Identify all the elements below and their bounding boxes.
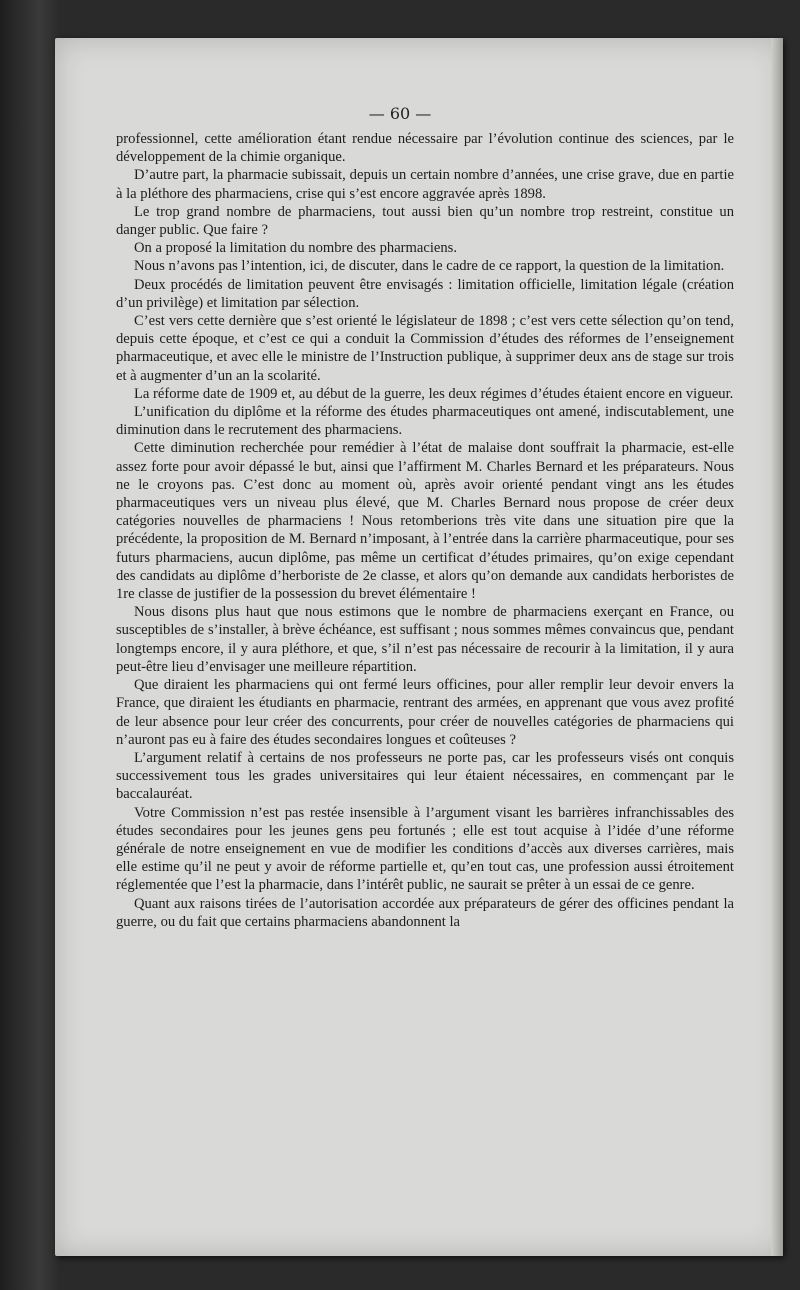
paragraph: L’argument relatif à certains de nos professeurs ne porte pas, car les professeurs visés ont conquis successivement tous les grades universitaires qui leur étaient nécessaires, en commençant par le baccalauréat. [116,749,734,803]
paragraph: Nous disons plus haut que nous estimons que le nombre de pharmaciens exerçant en France, ou susceptibles de s’installer, à brève échéance, est suffisant ; nous sommes mêmes convaincus que, pendant longtemps encore, il y aura pléthore, et que, s’il n’est pas nécessaire de recourir à la limitation, il y aura peut-être lieu d’envisager une meilleure répartition. [116,604,734,675]
paragraph: On a proposé la limitation du nombre des pharmaciens. [134,240,458,257]
paragraph: C’est vers cette dernière que s’est orienté le législateur de 1898 ; c’est vers cette sélection qu’on tend, depuis cette époque, et c’est ce qui a conduit la Commission d’études des réformes de l’enseignement pharmaceutique, et avec elle le ministre de l’Instruction publique, à supprimer deux ans de stage sur trois et à augmenter d’un an la scolarité. [116,313,734,384]
paragraph: Quant aux raisons tirées de l’autorisation accordée aux préparateurs de gérer des officines pendant la guerre, ou du fait que certains pharmaciens abandonnent la [116,895,734,930]
paragraph: Cette diminution recherchée pour remédier à l’état de malaise dont souffrait la pharmacie, est-elle assez forte pour avoir dépassé le but, ainsi que l’affirment M. Charles Bernard et les préparateurs. Nous ne le croyons pas. C’est donc au moment où, après avoir orienté pendant vingt ans les études pharmaceutiques vers un niveau plus élevé, que M. Charles Bernard nous propose de créer deux catégories nouvelles de pharmaciens ! Nous retomberions très vite dans une situation pire que la précédente, la proposition de M. Bernard n’imposant, à l’entrée dans la carrière pharmaceutique, pour ses futurs pharmaciens, aucun diplôme, pas même un certificat d’études primaires, qu’on exige cependant des candidats au diplôme d’herboriste de 2e classe, et alors qu’on demande aux candidats herboristes de 1re classe de justifier de la possession du brevet élémentaire ! [116,440,734,603]
paragraph: La réforme date de 1909 et, au début de la guerre, les deux régimes d’études étaient encore en vigueur. [134,385,734,402]
paragraph: Deux procédés de limitation peuvent être envisagés : limitation officielle, limitation légale (création d’un privilège) et limitation par sélection. [116,276,734,311]
body-text [116,130,734,931]
paragraph: Votre Commission n’est pas restée insensible à l’argument visant les barrières infranchissables des études secondaires pour les jeunes gens peu fortunés ; elle est tout acquise à l’idée d’une réforme générale de notre enseignement en vue de modifier les conditions d’accès aux diverses carrières, mais elle estime qu’il ne peut y avoir de réforme partielle et, qu’en tout cas, une profession aussi étroitement réglementée que l’est la pharmacie, dans l’intérêt public, ne saurait se prêter à un essai de ce genre. [116,804,734,894]
paragraph: Le trop grand nombre de pharmaciens, tout aussi bien qu’un nombre trop restreint, constitue un danger public. Que faire ? [116,203,734,239]
paragraph: L’unification du diplôme et la réforme des études pharmaceutiques ont amené, indiscutablement, une diminution dans le recrutement des pharmaciens. [116,404,734,439]
page-number: — 60 — [368,104,432,123]
paragraph: Nous n’avons pas l’intention, ici, de discuter, dans le cadre de ce rapport, la question de la limitation. [134,258,725,275]
paragraph: professionnel, cette amélioration étant rendue nécessaire par l’évolution continue des sciences, par le développement de la chimie organique. [116,131,734,166]
page-edge [771,38,783,1256]
paragraph: Que diraient les pharmaciens qui ont fermé leurs officines, pour aller remplir leur devoir envers la France, que diraient les étudiants en pharmacie, rentrant des armées, en apprenant que vous avez profité de leur absence pour leur créer des concurrents, pour créer de nouvelles catégories de pharmaciens qui n’auront pas eu à faire des études secondaires longues et coûteuses ? [116,677,734,748]
paragraph: D’autre part, la pharmacie subissait, depuis un certain nombre d’années, une crise grave, due en partie à la pléthore des pharmaciens, crise qui s’est encore aggravée après 1898. [116,167,734,202]
